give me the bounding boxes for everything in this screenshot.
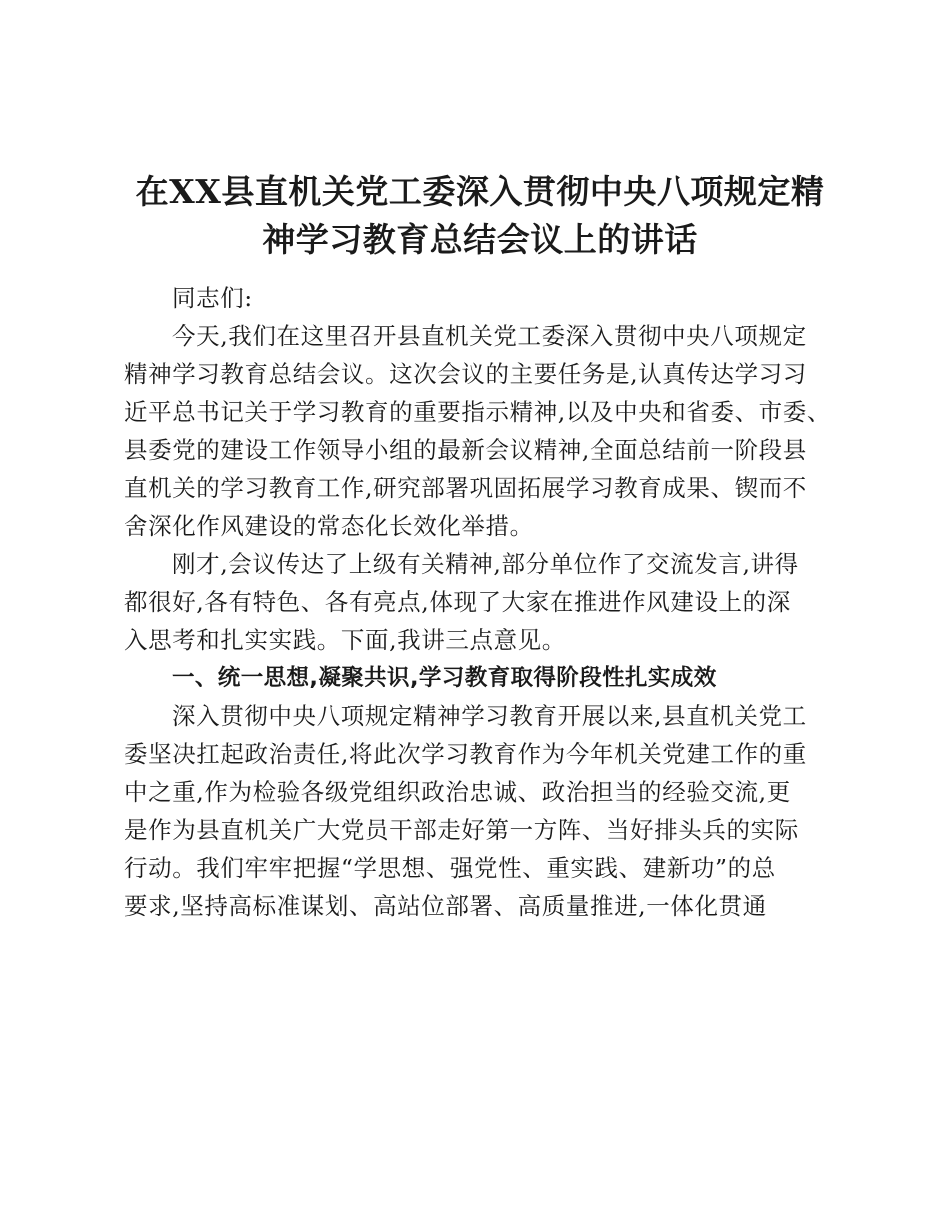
text-line: 深入贯彻中央八项规定精神学习教育开展以来,县直机关党工: [172, 702, 807, 730]
text-line: 都很好,各有特色、各有亮点,体现了大家在推进作风建设上的深: [124, 588, 791, 616]
document-page: [124, 168, 836, 925]
text-line: 今天,我们在这里召开县直机关党工委深入贯彻中央八项规定: [172, 322, 807, 350]
text-line: 入思考和扎实实践。下面,我讲三点意见。: [124, 626, 566, 654]
text-line: 中之重,作为检验各级党组织政治忠诚、政治担当的经验交流,更: [124, 778, 791, 806]
section-heading-1: [124, 659, 836, 697]
text-line: 要求,坚持高标准谋划、高站位部署、高质量推进,一体化贯通: [124, 892, 767, 920]
text-line: 精神学习教育总结会议。这次会议的主要任务是,认真传达学习习: [124, 360, 807, 388]
text-line: 舍深化作风建设的常态化长效化举措。: [124, 512, 534, 540]
text-line: 是作为县直机关广大党员干部走好第一方阵、当好排头兵的实际: [124, 816, 799, 844]
title-line: 在XX县直机关党工委深入贯彻中央八项规定精: [135, 172, 825, 211]
text-line: 近平总书记关于学习教育的重要指示精神,以及中央和省委、市委、: [124, 398, 831, 426]
text-line: 刚才,会议传达了上级有关精神,部分单位作了交流发言,讲得: [172, 550, 799, 578]
document-title: [124, 168, 836, 264]
salutation: [124, 279, 836, 317]
title-line: 神学习教育总结会议上的讲话: [262, 220, 698, 259]
document-body: [124, 279, 836, 925]
paragraph-1: [124, 317, 836, 545]
text-line: 县委党的建设工作领导小组的最新会议精神,全面总结前一阶段县: [124, 436, 807, 464]
paragraph-3: [124, 697, 836, 925]
text-line: 委坚决扛起政治责任,将此次学习教育作为今年机关党建工作的重: [124, 740, 807, 768]
text-line: 行动。我们牢牢把握“学思想、强党性、重实践、建新功”的总: [124, 854, 776, 882]
salutation-text: 同志们:: [172, 284, 253, 312]
paragraph-2: [124, 545, 836, 659]
text-line: 直机关的学习教育工作,研究部署巩固拓展学习教育成果、锲而不: [124, 474, 807, 502]
section-heading-text: 一、统一思想,凝聚共识,学习教育取得阶段性扎实成效: [172, 665, 717, 691]
